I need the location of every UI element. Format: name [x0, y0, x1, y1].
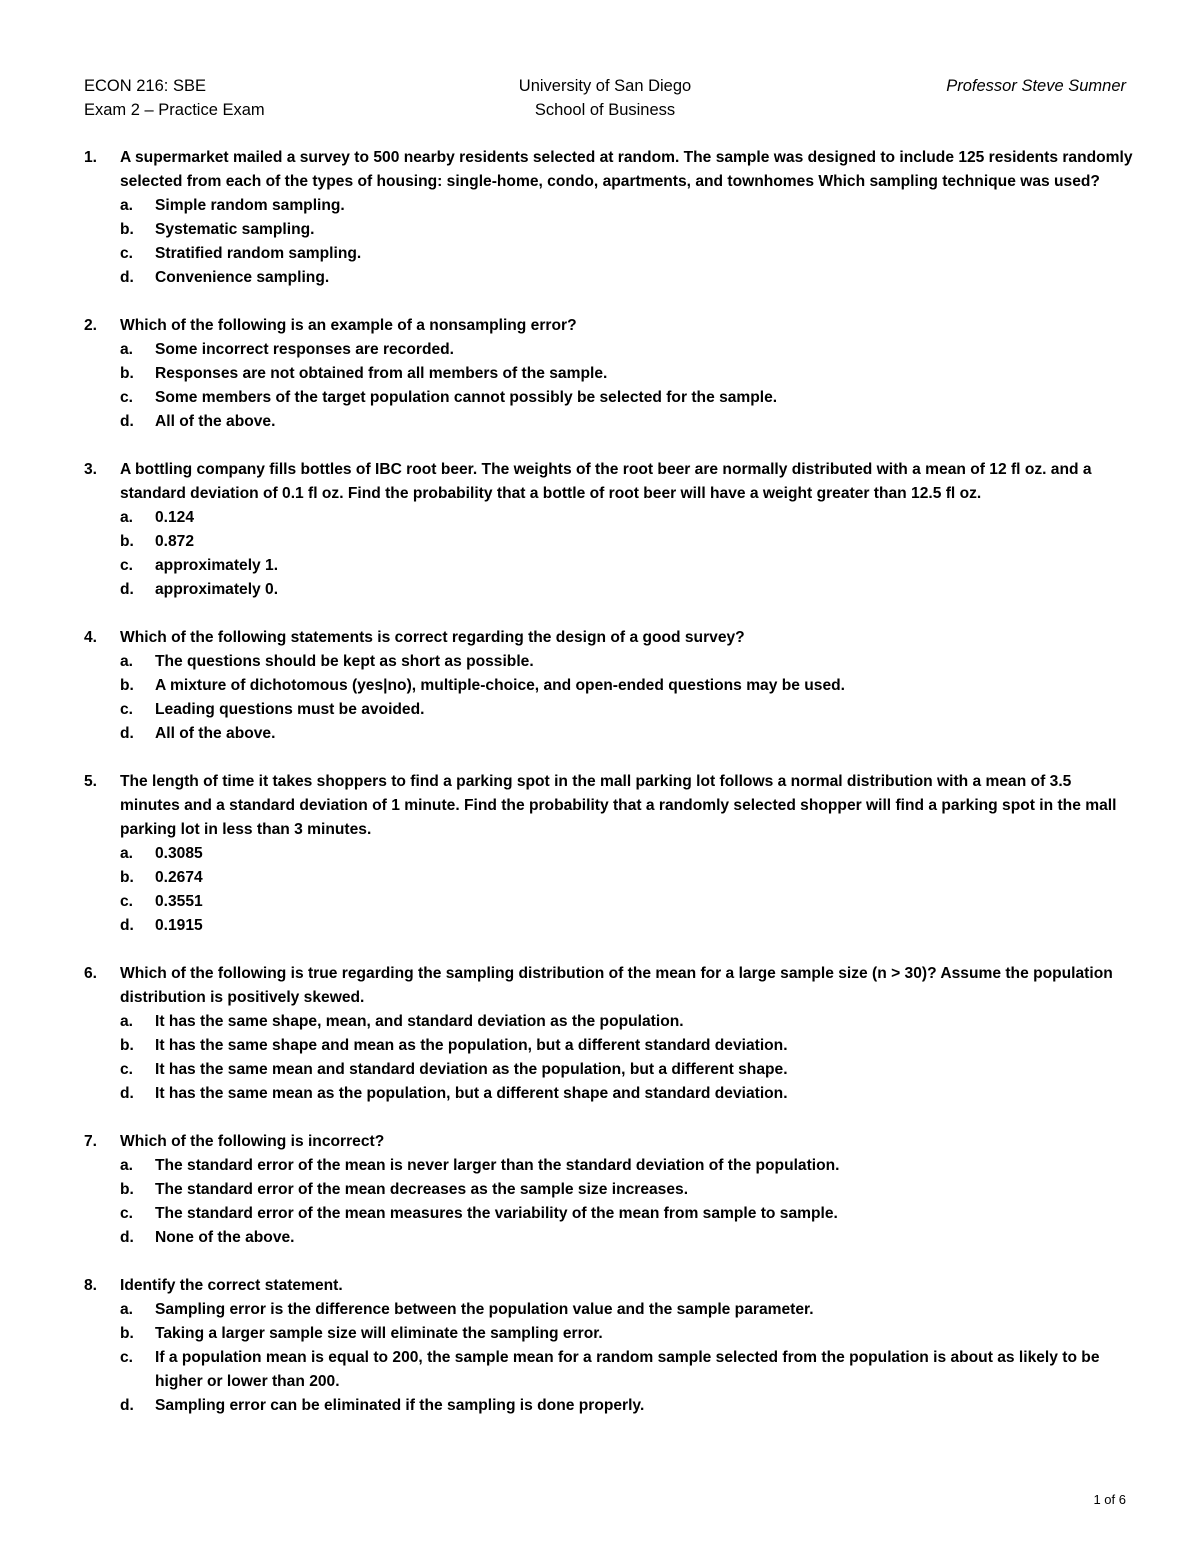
question-number: 4.	[84, 629, 98, 646]
option-letter: d.	[120, 917, 134, 934]
option-letter: c.	[120, 1061, 134, 1078]
question-text: Which of the following is an example of a nonsampling error?	[120, 317, 577, 334]
option-letter: c.	[120, 389, 134, 406]
option-letter: a.	[120, 341, 134, 358]
question-text: Which of the following is true regarding the sampling distribution of the mean for a large sample size (n > 30)? Assume the population distribution is positively skewed.	[120, 965, 1113, 1006]
question-4	[84, 626, 1134, 746]
answer-option	[120, 1154, 1134, 1178]
option-text: Taking a larger sample size will eliminate the sampling error.	[155, 1325, 603, 1342]
option-letter: b.	[120, 869, 134, 886]
answer-option	[120, 530, 1134, 554]
answer-option	[120, 266, 1134, 290]
answer-option	[120, 650, 1134, 674]
answer-option	[120, 890, 1134, 914]
answer-option	[120, 914, 1134, 938]
question-list	[84, 146, 1134, 1418]
option-text: 0.872	[155, 533, 195, 550]
option-text: 0.1915	[155, 917, 203, 934]
question-number: 8.	[84, 1277, 98, 1294]
option-text: Some members of the target population cannot possibly be selected for the sample.	[155, 389, 778, 406]
option-letter: d.	[120, 1229, 134, 1246]
option-letter: c.	[120, 1205, 134, 1222]
question-5	[84, 770, 1134, 938]
question-number: 2.	[84, 317, 98, 334]
exam-title: Exam 2 – Practice Exam	[84, 101, 265, 119]
option-text: Sampling error can be eliminated if the sampling is done properly.	[155, 1397, 645, 1414]
answer-option	[120, 1298, 1134, 1322]
option-letter: a.	[120, 197, 134, 214]
question-text: Identify the correct statement.	[120, 1277, 343, 1294]
option-text: It has the same shape and mean as the population, but a different standard deviation.	[155, 1037, 788, 1054]
option-letter: b.	[120, 533, 134, 550]
option-letter: d.	[120, 1085, 134, 1102]
option-letter: d.	[120, 413, 134, 430]
option-text: Sampling error is the difference between the population value and the sample parameter.	[155, 1301, 814, 1318]
option-letter: b.	[120, 221, 134, 238]
option-text: Stratified random sampling.	[155, 245, 362, 262]
answer-option	[120, 1346, 1134, 1394]
option-text: A mixture of dichotomous (yes|no), multiple-choice, and open-ended questions may be used.	[155, 677, 845, 694]
option-letter: b.	[120, 1325, 134, 1342]
answer-option	[120, 1178, 1134, 1202]
option-text: The standard error of the mean is never larger than the standard deviation of the population.	[155, 1157, 840, 1174]
option-text: Systematic sampling.	[155, 221, 315, 238]
question-text: The length of time it takes shoppers to find a parking spot in the mall parking lot follows a normal distribution with a mean of 3.5 minutes and a standard deviation of 1 minute. Find the probability that a randomly selected shopper will find a parking spot in the mall parking lot in less than 3 minutes.	[120, 773, 1117, 838]
option-letter: a.	[120, 509, 134, 526]
answer-option	[120, 386, 1134, 410]
answer-option	[120, 338, 1134, 362]
option-text: All of the above.	[155, 725, 276, 742]
option-text: It has the same shape, mean, and standard deviation as the population.	[155, 1013, 684, 1030]
question-1	[84, 146, 1134, 290]
option-text: 0.3551	[155, 893, 203, 910]
question-3	[84, 458, 1134, 602]
question-number: 5.	[84, 773, 98, 790]
answer-option	[120, 842, 1134, 866]
question-text: A bottling company fills bottles of IBC root beer. The weights of the root beer are normally distributed with a mean of 12 fl oz. and a standard deviation of 0.1 fl oz. Find the probability that a bottle of root beer will have a weight greater than 12.5 fl oz.	[120, 461, 1092, 502]
university-name: University of San Diego	[518, 77, 692, 95]
option-text: 0.3085	[155, 845, 203, 862]
answer-option	[120, 722, 1134, 746]
question-number: 1.	[84, 149, 98, 166]
option-text: All of the above.	[155, 413, 276, 430]
school-name: School of Business	[534, 101, 676, 119]
answer-option	[120, 1034, 1134, 1058]
question-7	[84, 1130, 1134, 1250]
option-letter: c.	[120, 893, 134, 910]
option-text: approximately 1.	[155, 557, 279, 574]
option-text: Simple random sampling.	[155, 197, 345, 214]
option-letter: b.	[120, 365, 134, 382]
option-letter: b.	[120, 1181, 134, 1198]
answer-option	[120, 866, 1134, 890]
answer-option	[120, 698, 1134, 722]
answer-option	[120, 1202, 1134, 1226]
answer-option	[120, 554, 1134, 578]
page-header	[84, 74, 1126, 126]
question-number: 3.	[84, 461, 98, 478]
option-letter: d.	[120, 269, 134, 286]
option-letter: c.	[120, 245, 134, 262]
question-6	[84, 962, 1134, 1106]
answer-option	[120, 1082, 1134, 1106]
option-letter: d.	[120, 581, 134, 598]
option-letter: c.	[120, 557, 134, 574]
answer-option	[120, 242, 1134, 266]
option-letter: a.	[120, 845, 134, 862]
option-letter: a.	[120, 653, 134, 670]
option-letter: a.	[120, 1013, 134, 1030]
question-text: Which of the following statements is correct regarding the design of a good survey?	[120, 629, 745, 646]
option-letter: d.	[120, 1397, 134, 1414]
answer-option	[120, 1394, 1134, 1418]
answer-option	[120, 1226, 1134, 1250]
option-text: The standard error of the mean decreases as the sample size increases.	[155, 1181, 689, 1198]
answer-option	[120, 1322, 1134, 1346]
option-text: If a population mean is equal to 200, the sample mean for a random sample selected from the population is about as likely to be higher or lower than 200.	[155, 1349, 1100, 1390]
question-8	[84, 1274, 1134, 1418]
option-text: The questions should be kept as short as possible.	[155, 653, 534, 670]
option-text: None of the above.	[155, 1229, 295, 1246]
option-letter: b.	[120, 1037, 134, 1054]
answer-option	[120, 410, 1134, 434]
option-letter: c.	[120, 701, 134, 718]
option-text: Responses are not obtained from all members of the sample.	[155, 365, 608, 382]
answer-option	[120, 218, 1134, 242]
option-letter: c.	[120, 1349, 134, 1366]
option-text: 0.124	[155, 509, 195, 526]
option-text: Convenience sampling.	[155, 269, 330, 286]
option-text: Some incorrect responses are recorded.	[155, 341, 455, 358]
answer-option	[120, 674, 1134, 698]
answer-option	[120, 506, 1134, 530]
page-number: 1 of 6	[1093, 1492, 1126, 1507]
course-code: ECON 216: SBE	[84, 77, 206, 95]
answer-option	[120, 1058, 1134, 1082]
question-text: Which of the following is incorrect?	[120, 1133, 385, 1150]
answer-option	[120, 362, 1134, 386]
option-text: Leading questions must be avoided.	[155, 701, 425, 718]
option-text: It has the same mean and standard deviation as the population, but a different shape.	[155, 1061, 788, 1078]
option-letter: a.	[120, 1157, 134, 1174]
option-text: approximately 0.	[155, 581, 279, 598]
question-2	[84, 314, 1134, 434]
answer-option	[120, 1010, 1134, 1034]
question-text: A supermarket mailed a survey to 500 nearby residents selected at random. The sample was designed to include 125 residents randomly selected from each of the types of housing: single-home, condo, apartments, and townhomes Which sampling technique was used?	[120, 149, 1133, 190]
question-number: 7.	[84, 1133, 98, 1150]
professor-name: Professor Steve Sumner	[946, 77, 1126, 95]
option-letter: d.	[120, 725, 134, 742]
answer-option	[120, 578, 1134, 602]
option-text: It has the same mean as the population, but a different shape and standard deviation.	[155, 1085, 788, 1102]
option-letter: b.	[120, 677, 134, 694]
question-number: 6.	[84, 965, 98, 982]
option-letter: a.	[120, 1301, 134, 1318]
option-text: The standard error of the mean measures the variability of the mean from sample to sample.	[155, 1205, 838, 1222]
option-text: 0.2674	[155, 869, 203, 886]
answer-option	[120, 194, 1134, 218]
